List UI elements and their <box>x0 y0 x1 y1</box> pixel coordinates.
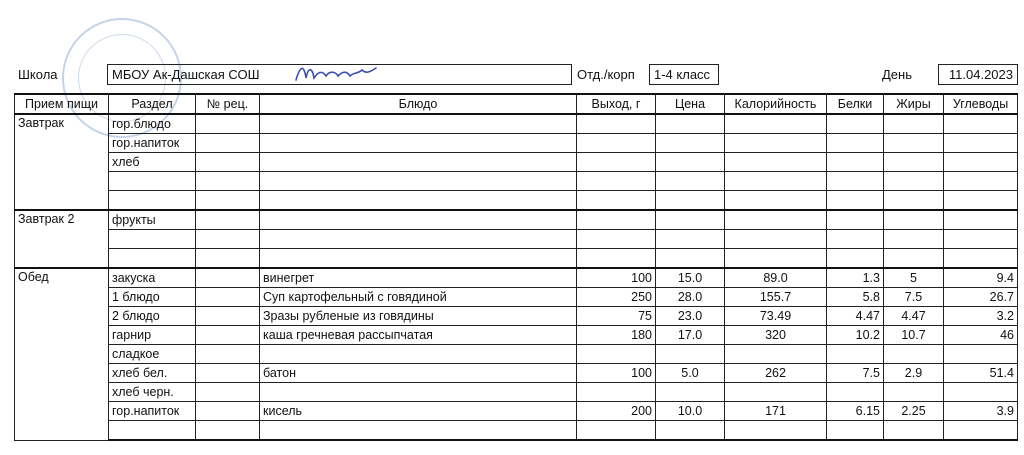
meal-cell: Обед <box>15 268 109 440</box>
protein-cell <box>827 249 884 269</box>
price-cell <box>656 210 725 230</box>
carbs-cell <box>944 421 1018 441</box>
output-cell <box>577 153 656 172</box>
recipe-cell <box>196 191 260 211</box>
calories-cell <box>725 345 827 364</box>
calories-cell <box>725 210 827 230</box>
recipe-cell <box>196 153 260 172</box>
protein-cell <box>827 230 884 249</box>
carbs-cell: 46 <box>944 326 1018 345</box>
protein-cell <box>827 383 884 402</box>
dish-cell <box>260 383 577 402</box>
section-cell: гор.блюдо <box>109 114 196 134</box>
dish-cell: батон <box>260 364 577 383</box>
section-cell: фрукты <box>109 210 196 230</box>
table-row <box>15 249 1018 269</box>
calories-cell: 320 <box>725 326 827 345</box>
output-cell <box>577 134 656 153</box>
dish-cell <box>260 153 577 172</box>
section-cell: закуска <box>109 268 196 288</box>
price-cell: 15.0 <box>656 268 725 288</box>
column-header: Жиры <box>884 94 944 114</box>
price-cell <box>656 172 725 191</box>
dish-cell: кисель <box>260 402 577 421</box>
fat-cell: 10.7 <box>884 326 944 345</box>
fat-cell <box>884 153 944 172</box>
dish-cell: Суп картофельный с говядиной <box>260 288 577 307</box>
calories-cell <box>725 421 827 441</box>
output-cell <box>577 345 656 364</box>
column-header: Углеводы <box>944 94 1018 114</box>
price-cell <box>656 383 725 402</box>
section-cell <box>109 191 196 211</box>
output-cell <box>577 249 656 269</box>
dish-cell <box>260 345 577 364</box>
dish-cell: каша гречневая рассыпчатая <box>260 326 577 345</box>
calories-cell: 155.7 <box>725 288 827 307</box>
carbs-cell: 26.7 <box>944 288 1018 307</box>
table-row <box>15 402 1018 421</box>
recipe-cell <box>196 249 260 269</box>
output-cell: 100 <box>577 268 656 288</box>
carbs-cell <box>944 153 1018 172</box>
table-row <box>15 191 1018 211</box>
section-cell: 2 блюдо <box>109 307 196 326</box>
price-cell <box>656 421 725 441</box>
menu-table <box>14 93 1018 441</box>
fat-cell: 7.5 <box>884 288 944 307</box>
protein-cell: 1.3 <box>827 268 884 288</box>
calories-cell: 262 <box>725 364 827 383</box>
carbs-cell <box>944 345 1018 364</box>
section-cell: хлеб черн. <box>109 383 196 402</box>
recipe-cell <box>196 345 260 364</box>
protein-cell: 10.2 <box>827 326 884 345</box>
output-cell <box>577 383 656 402</box>
price-cell <box>656 249 725 269</box>
output-cell <box>577 191 656 211</box>
calories-cell: 73.49 <box>725 307 827 326</box>
dish-cell: винегрет <box>260 268 577 288</box>
table-row <box>15 134 1018 153</box>
calories-cell: 89.0 <box>725 268 827 288</box>
output-cell <box>577 421 656 441</box>
carbs-cell <box>944 210 1018 230</box>
output-cell <box>577 210 656 230</box>
calories-cell <box>725 383 827 402</box>
protein-cell <box>827 191 884 211</box>
table-row <box>15 288 1018 307</box>
price-cell: 10.0 <box>656 402 725 421</box>
calories-cell <box>725 172 827 191</box>
carbs-cell: 51.4 <box>944 364 1018 383</box>
price-cell: 17.0 <box>656 326 725 345</box>
section-cell: гарнир <box>109 326 196 345</box>
fat-cell <box>884 345 944 364</box>
price-cell: 28.0 <box>656 288 725 307</box>
price-cell <box>656 191 725 211</box>
recipe-cell <box>196 114 260 134</box>
fat-cell: 4.47 <box>884 307 944 326</box>
dish-cell <box>260 172 577 191</box>
protein-cell <box>827 114 884 134</box>
fat-cell <box>884 134 944 153</box>
recipe-cell <box>196 402 260 421</box>
table-row <box>15 153 1018 172</box>
price-cell <box>656 134 725 153</box>
column-header: Выход, г <box>577 94 656 114</box>
table-header-row <box>15 94 1018 114</box>
section-cell: сладкое <box>109 345 196 364</box>
carbs-cell: 3.2 <box>944 307 1018 326</box>
table-row <box>15 114 1018 134</box>
section-cell <box>109 172 196 191</box>
protein-cell: 5.8 <box>827 288 884 307</box>
fat-cell <box>884 210 944 230</box>
recipe-cell <box>196 172 260 191</box>
carbs-cell <box>944 172 1018 191</box>
output-cell: 100 <box>577 364 656 383</box>
output-cell: 75 <box>577 307 656 326</box>
dish-cell <box>260 114 577 134</box>
recipe-cell <box>196 230 260 249</box>
column-header: Белки <box>827 94 884 114</box>
column-header: Блюдо <box>260 94 577 114</box>
price-cell <box>656 345 725 364</box>
recipe-cell <box>196 421 260 441</box>
recipe-cell <box>196 383 260 402</box>
output-cell <box>577 230 656 249</box>
protein-cell <box>827 421 884 441</box>
table-row <box>15 172 1018 191</box>
dish-cell <box>260 230 577 249</box>
table-row <box>15 364 1018 383</box>
output-cell: 200 <box>577 402 656 421</box>
fat-cell <box>884 249 944 269</box>
protein-cell: 7.5 <box>827 364 884 383</box>
recipe-cell <box>196 268 260 288</box>
fat-cell: 2.9 <box>884 364 944 383</box>
day-label: День <box>882 67 912 82</box>
table-row <box>15 230 1018 249</box>
recipe-cell <box>196 364 260 383</box>
column-header: № рец. <box>196 94 260 114</box>
section-cell: гор.напиток <box>109 402 196 421</box>
recipe-cell <box>196 134 260 153</box>
recipe-cell <box>196 307 260 326</box>
recipe-cell <box>196 326 260 345</box>
protein-cell: 6.15 <box>827 402 884 421</box>
carbs-cell <box>944 114 1018 134</box>
carbs-cell <box>944 191 1018 211</box>
section-cell: хлеб бел. <box>109 364 196 383</box>
column-header: Цена <box>656 94 725 114</box>
section-cell <box>109 421 196 441</box>
calories-cell <box>725 230 827 249</box>
section-cell: хлеб <box>109 153 196 172</box>
price-cell: 5.0 <box>656 364 725 383</box>
price-cell <box>656 153 725 172</box>
protein-cell <box>827 172 884 191</box>
fat-cell <box>884 114 944 134</box>
output-cell <box>577 172 656 191</box>
carbs-cell <box>944 134 1018 153</box>
dish-cell <box>260 134 577 153</box>
dish-cell <box>260 191 577 211</box>
carbs-cell <box>944 249 1018 269</box>
dish-cell: Зразы рубленые из говядины <box>260 307 577 326</box>
protein-cell <box>827 134 884 153</box>
recipe-cell <box>196 288 260 307</box>
protein-cell: 4.47 <box>827 307 884 326</box>
section-cell: 1 блюдо <box>109 288 196 307</box>
section-cell: гор.напиток <box>109 134 196 153</box>
table-row <box>15 307 1018 326</box>
table-row <box>15 421 1018 441</box>
section-cell <box>109 230 196 249</box>
fat-cell <box>884 421 944 441</box>
output-cell <box>577 114 656 134</box>
fat-cell <box>884 191 944 211</box>
calories-cell <box>725 153 827 172</box>
table-row <box>15 383 1018 402</box>
column-header: Раздел <box>109 94 196 114</box>
carbs-cell <box>944 230 1018 249</box>
column-header: Прием пищи <box>15 94 109 114</box>
price-cell: 23.0 <box>656 307 725 326</box>
fat-cell <box>884 383 944 402</box>
dept-value: 1-4 класс <box>649 64 719 85</box>
calories-cell <box>725 191 827 211</box>
day-value: 11.04.2023 <box>938 64 1018 85</box>
table-row <box>15 326 1018 345</box>
table-row <box>15 345 1018 364</box>
calories-cell <box>725 249 827 269</box>
dept-label: Отд./корп <box>577 67 635 82</box>
calories-cell <box>725 114 827 134</box>
column-header: Калорийность <box>725 94 827 114</box>
carbs-cell: 3.9 <box>944 402 1018 421</box>
protein-cell <box>827 153 884 172</box>
calories-cell: 171 <box>725 402 827 421</box>
school-value: МБОУ Ак-Дашская СОШ <box>107 64 572 85</box>
meal-cell: Завтрак 2 <box>15 210 109 268</box>
dish-cell <box>260 249 577 269</box>
carbs-cell: 9.4 <box>944 268 1018 288</box>
dish-cell <box>260 210 577 230</box>
calories-cell <box>725 134 827 153</box>
price-cell <box>656 114 725 134</box>
dish-cell <box>260 421 577 441</box>
fat-cell: 5 <box>884 268 944 288</box>
fat-cell <box>884 172 944 191</box>
fat-cell <box>884 230 944 249</box>
output-cell: 180 <box>577 326 656 345</box>
table-row <box>15 210 1018 230</box>
menu-table-body <box>15 114 1018 440</box>
protein-cell <box>827 345 884 364</box>
fat-cell: 2.25 <box>884 402 944 421</box>
price-cell <box>656 230 725 249</box>
recipe-cell <box>196 210 260 230</box>
carbs-cell <box>944 383 1018 402</box>
meal-cell: Завтрак <box>15 114 109 210</box>
school-label: Школа <box>18 67 58 82</box>
protein-cell <box>827 210 884 230</box>
section-cell <box>109 249 196 269</box>
table-row <box>15 268 1018 288</box>
output-cell: 250 <box>577 288 656 307</box>
